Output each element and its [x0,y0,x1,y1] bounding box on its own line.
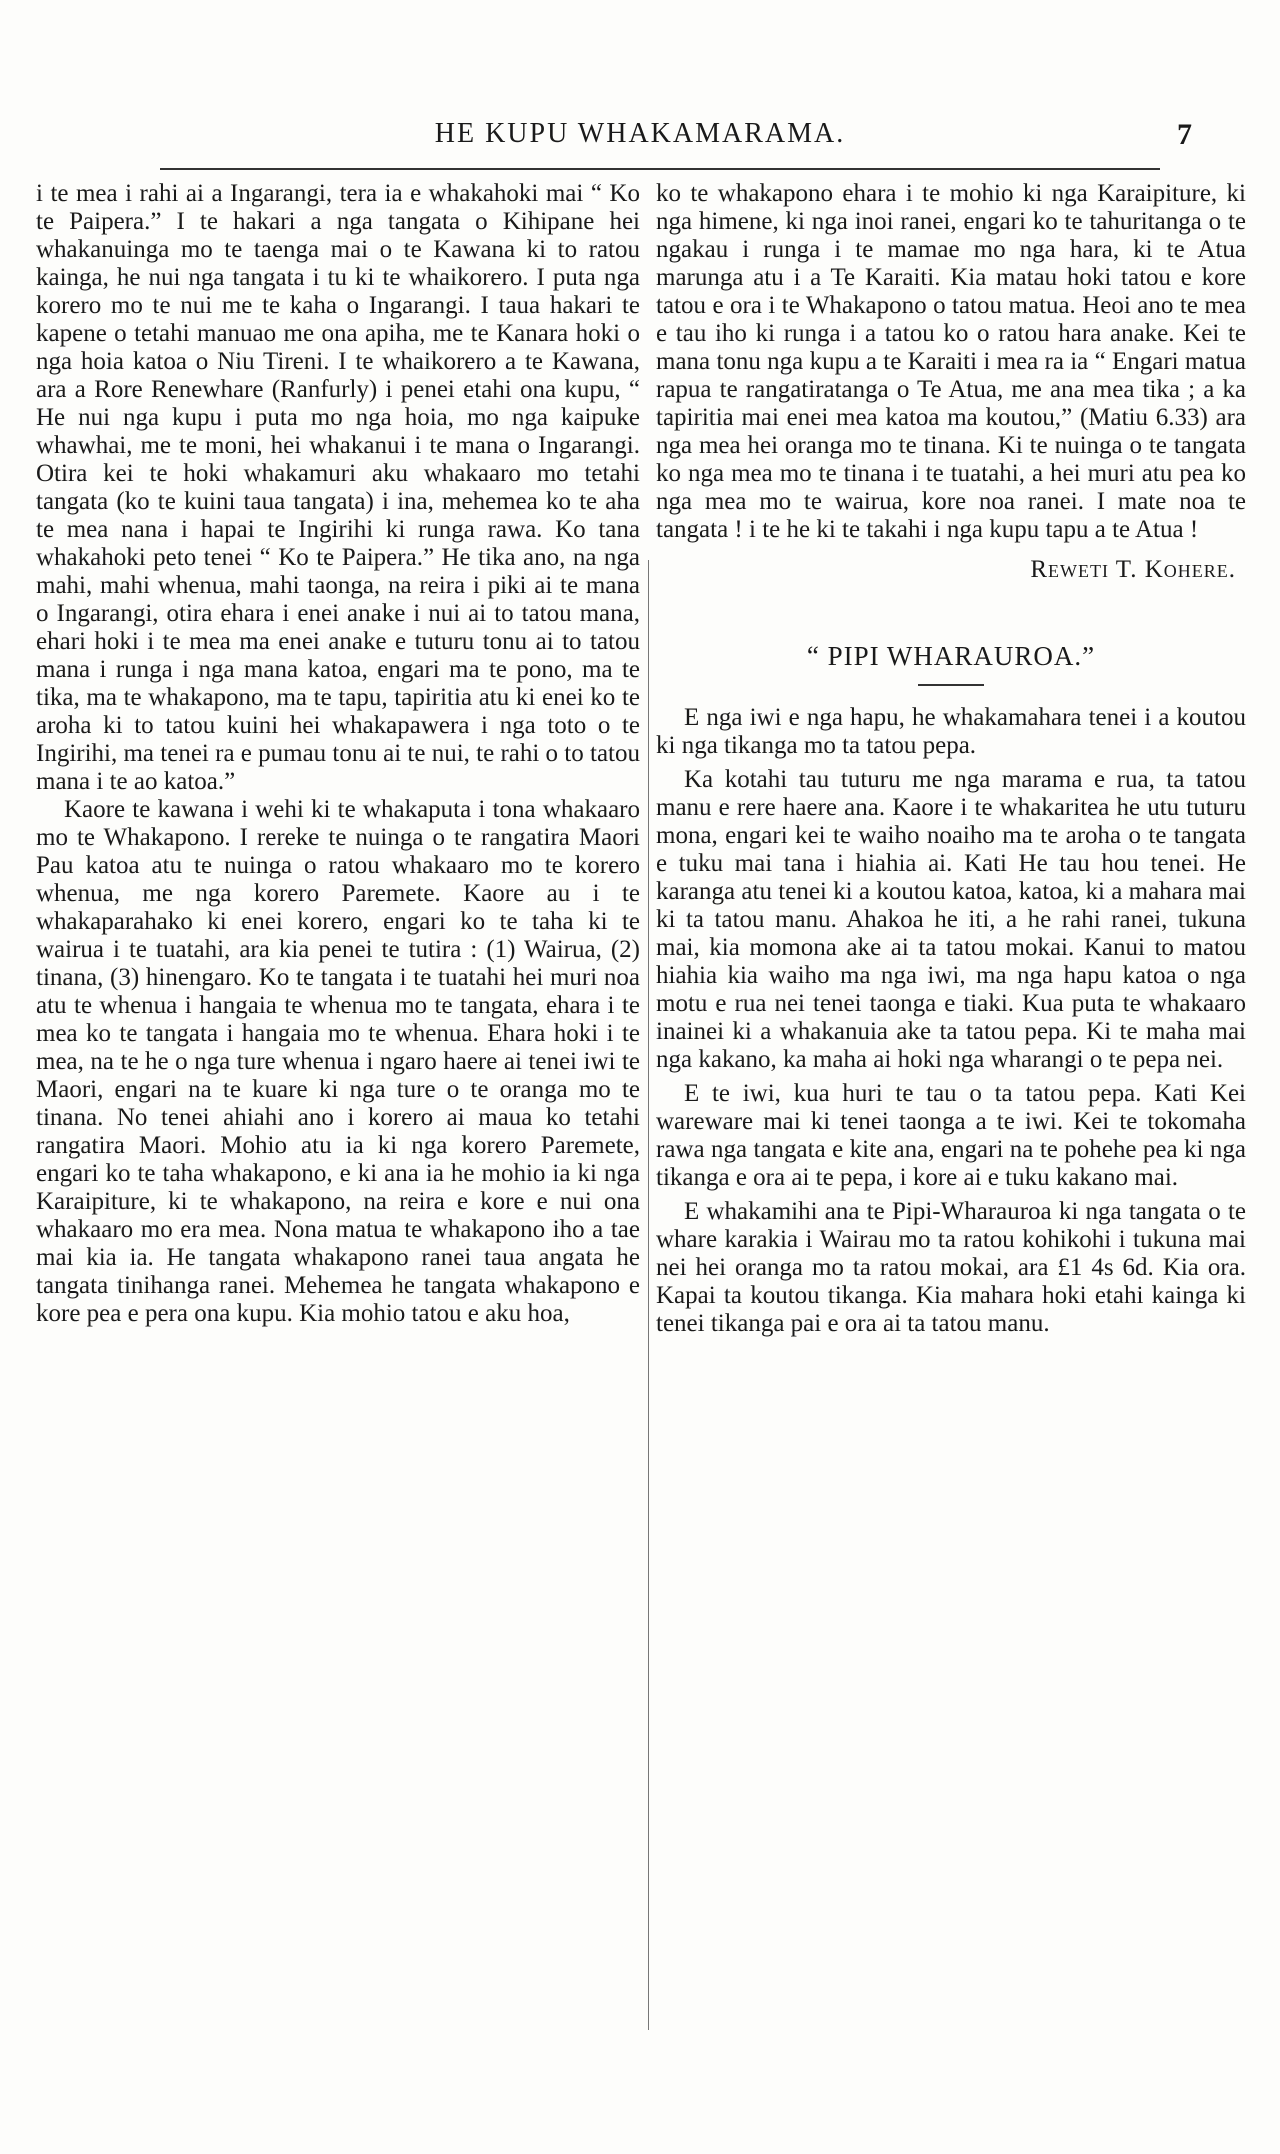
header-rule [160,168,1160,170]
left-paragraph-2: Kaore te kawana i wehi ki te whakaputa i tona whakaaro mo te Whakapono. I rereke te nuinga o te rangatira Maori Pau katoa atu te nuinga o ratou whakaaro mo te korero whenua, me nga korero Paremete. Kaore au i te whakaparahako ki enei korero, engari ko te taha ki te wairua i te tuatahi, ara kia penei te tutira : (1) Wairua, (2) tinana, (3) hinengaro. Ko te tangata i te tuatahi hei muri noa atu te whenua i hangaia te whenua mo te tangata, ehara i te mea ko te tangata i hangaia mo te whenua. Ehara hoki i te mea, na te he o nga ture whenua i ngaro haere ai tenei iwi te Maori, engari na te kuare ki nga ture o te oranga mo te tinana. No tenei ahiahi ano i korero ai maua ko tetahi rangatira Maori. Mohio atu ia ki nga korero Paremete, engari ko te taha whakapono, e ki ana ia he mohio ia ki nga Karaipiture, ki te whakapono, na reira e kore e nui ona whakaaro mo era mea. Nona matua te whakapono iho a tae mai kia ia. He tangata whakapono ranei taua angata he tangata tinihanga ranei. Mehemea he tangata whakapono e kore pea e pera ona kupu. Kia mohio tatou e aku hoa, [36,796,640,1327]
section-paragraph-3: E te iwi, kua huri te tau o ta tatou pepa. Kati Kei wareware mai ki tenei taonga a te iwi. Kei te tokomaha rawa nga tangata e kite ana, engari na te pohehe pea ki nga tikanga e ora ai te pepa, i kore ai e tuku kakano mai. [656,1080,1246,1191]
author-signature: Reweti T. Kohere. [1030,556,1236,583]
right-column [656,180,1246,1344]
section-title: “ PIPI WHARAUROA.” [806,641,1096,671]
section-paragraph-2: Ka kotahi tau tuturu me nga marama e rua, ta tatou manu e rere haere ana. Kaore i te whakaritea he utu tuturu mona, engari kei te waiho noaiho ma te aroha o te tangata e tuku mai tana i hiahia ai. Kati He tau hou tenei. He karanga atu tenei ki a koutou katoa, katoa, ki a mahara mai ki ta tatou manu. Ahakoa he iti, a he rahi ranei, tukuna mai, kia momona ake ai ta tatou mokai. Kanui to matou hiahia kia waiho ma nga iwi, ma nga hapu katoa o nga motu e rua nei tenei taonga e tiaki. Kua puta te whakaaro inainei ki a whakanuia ake ta tatou pepa. Ki te maha mai nga kakano, ka maha ai hoki nga wharangi o te pepa nei. [656,766,1246,1073]
section-rule [918,684,984,686]
section-paragraph-4: E whakamihi ana te Pipi-Wharauroa ki nga tangata o te whare karakia i Wairau mo ta ratou kohikohi i tukuna mai nei hei oranga mo ta ratou mokai, ara £1 4s 6d. Kia ora. Kapai ta koutou tikanga. Kia mahara hoki etahi kainga ki tenei tikanga pai e ora ai ta tatou manu. [656,1198,1246,1337]
section-paragraph-1: E nga iwi e nga hapu, he whakamahara tenei i a koutou ki nga tikanga mo ta tatou pepa. [656,704,1246,759]
page-header [0,118,1280,158]
running-title: HE KUPU WHAKAMARAMA. [434,118,846,149]
right-paragraph-continuation: ko te whakapono ehara i te mohio ki nga Karaipiture, ki nga himene, ki nga inoi ranei, engari ko te tahuritanga o te ngakau i runga i te mamae mo nga hara, ki te Atua marunga atu i a Te Karaiti. Kia matau hoki tatou e kore tatou e ora i te Whakapono o tatou matua. Heoi ano te mea e tau iho ki runga i a tatou ko o ratou hara anake. Kei te mana tonu nga kupu a te Karaiti i mea ra ia “ Engari matua rapua te rangatiratanga o Te Atua, me ana mea tika ; a ka tapiritia mai enei mea katoa ma koutou,” (Matiu 6.33) ara nga mea hei oranga mo te tinana. Ki te nuinga o te tangata ko nga mea mo te tinana i te tuatahi, a hei muri atu pea ko nga mea mo te wairua, kore noa ranei. I mate noa te tangata ! i te he ki te takahi i nga kupu tapu a te Atua ! [656,180,1246,543]
page-number: 7 [1177,118,1192,151]
left-column [36,180,640,1328]
column-divider [648,560,649,2030]
left-paragraph-1: i te mea i rahi ai a Ingarangi, tera ia e whakahoki mai “ Ko te Paipera.” I te hakari a nga tangata o Kihipane hei whakanuinga mo te taenga mai o te Kawana ki to ratou kainga, he nui nga tangata i tu ki te whaikorero. I puta nga korero mo te nui me te kaha o Ingarangi. I taua hakari te kapene o tetahi manuao me ona apiha, me te Kanara hoki o nga hoia katoa o Niu Tireni. I te whaikorero a te Kawana, ara a Rore Renewhare (Ranfurly) i penei etahi ona kupu, “ He nui nga kupu i puta mo nga hoia, mo nga kaipuke whawhai, me te moni, hei whakanui i te mana o Ingarangi. Otira kei te hoki whakamuri aku whakaaro mo tetahi tangata (ko te kuini taua tangata) i ina, mehemea ko te aha te mea nana i hapai te Ingirihi ki runga rawa. Ko tana whakahoki peto tenei “ Ko te Paipera.” He tika ano, na nga mahi, mahi whenua, mahi taonga, na reira i piki ai te mana o Ingarangi, otira ehara i enei anake i nui ai to tatou mana, ehari hoki i te mea ma enei anake e tuturu tonu ai to tatou mana i runga i nga mana katoa, engari ma te pono, ma te tika, ma te whakapono, ma te tapu, tapiritia atu ki enei ko te aroha ki to tatou kuini hei whakapawera i nga toto o te Ingirihi, ma tenei ra e pumau tonu ai te nui, te rahi o to tatou mana i te ao katoa.” [36,180,640,795]
